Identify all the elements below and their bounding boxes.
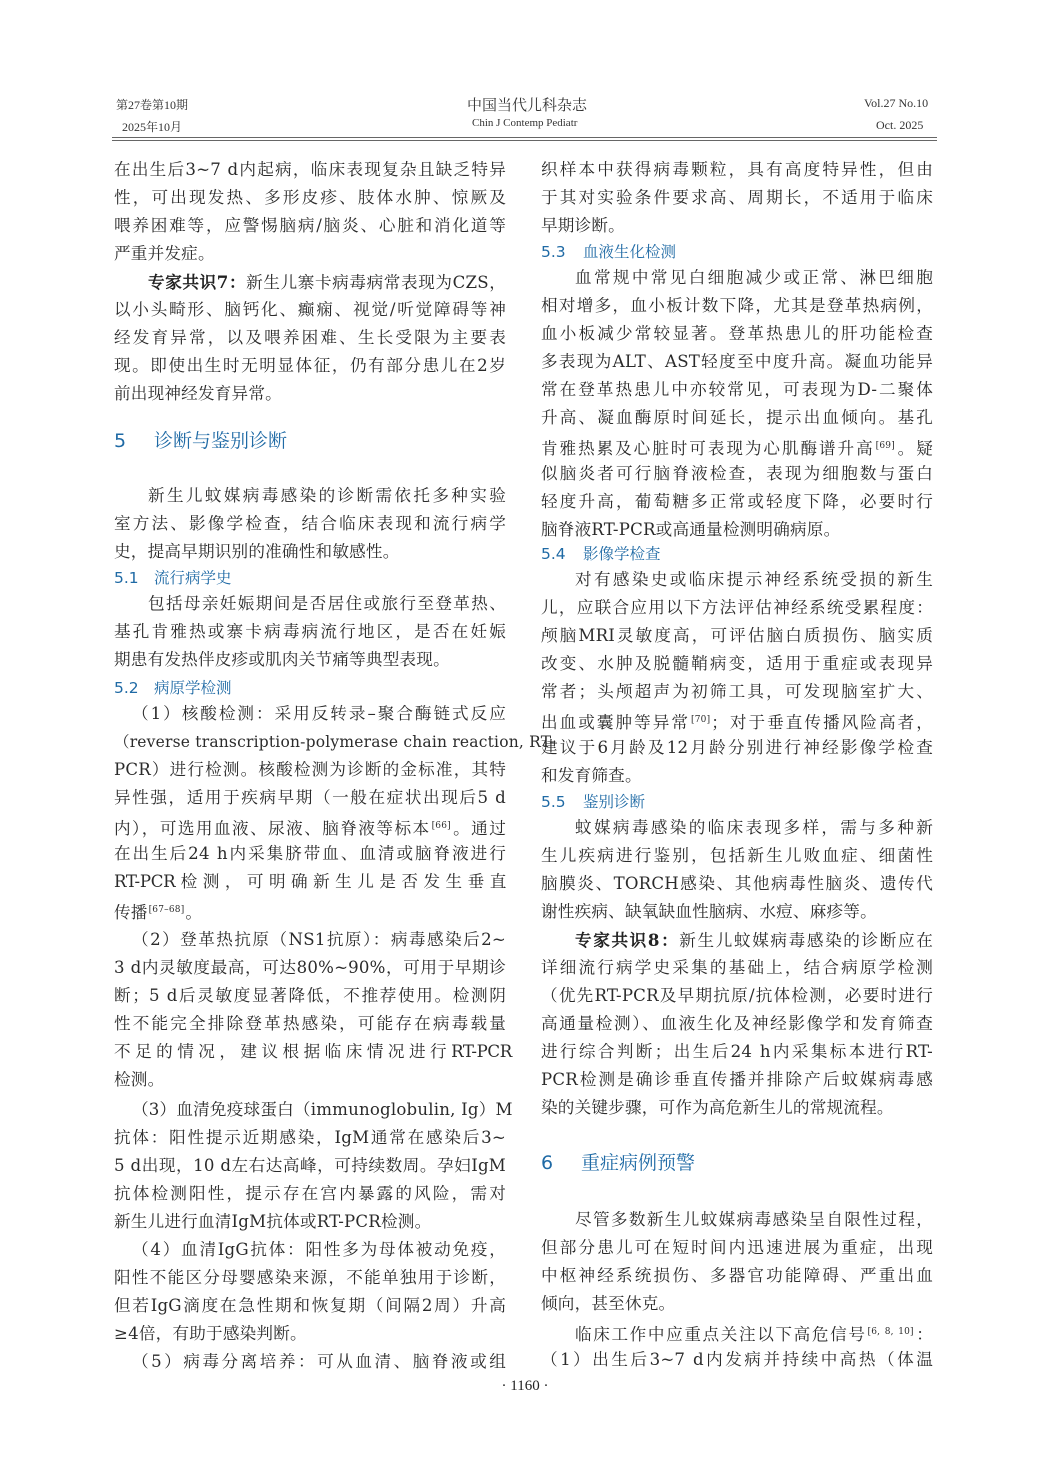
page-number: · 1160 · bbox=[501, 1378, 549, 1394]
text-line: 脑膜炎、TORCH感染、其他病毒性脑炎、遗传代 bbox=[541, 874, 933, 893]
text-line: 中枢神经系统损伤、多器官功能障碍、严重出血 bbox=[541, 1266, 933, 1285]
text-line: 基孔肯雅热或寨卡病毒病流行地区，是否在妊娠 bbox=[114, 622, 506, 641]
consensus-label: 专家共识8： bbox=[575, 930, 680, 950]
text-line: 常者；头颅超声为初筛工具，可发现脑室扩大、 bbox=[541, 682, 933, 701]
text-line: 儿，应联合应用以下方法评估神经系统受累程度： bbox=[541, 598, 933, 617]
text-line-with-citation bbox=[541, 1320, 933, 1344]
text-line: 新生儿蚊媒病毒感染的诊断需依托多种实验 bbox=[148, 486, 506, 505]
text-line: 颅脑MRI灵敏度高，可评估脑白质损伤、脑实质 bbox=[541, 626, 933, 645]
citation-70[interactable]: [70] bbox=[691, 715, 711, 725]
expert-consensus-7 bbox=[114, 270, 506, 294]
text-line: （1）核酸检测：采用反转录–聚合酶链式反应 bbox=[132, 704, 506, 723]
text-line: 详细流行病学史采集的基础上，结合病原学检测 bbox=[541, 958, 933, 977]
text-line-with-citation bbox=[541, 708, 933, 732]
text-line: 蚊媒病毒感染的临床表现多样，需与多种新 bbox=[575, 818, 933, 837]
text-line: 断；5 d后灵敏度显著降低，不推荐使用。检测阴 bbox=[114, 986, 506, 1005]
text-line-with-citation bbox=[114, 814, 506, 838]
text-line: 喂养困难等，应警惕脑病/脑炎、心脏和消化道等 bbox=[114, 216, 506, 235]
text-line: （5）病毒分离培养：可从血清、脑脊液或组 bbox=[132, 1352, 506, 1371]
text-line: 于其对实验条件要求高、周期长，不适用于临床 bbox=[541, 188, 933, 207]
text-line: 生儿疾病进行鉴别，包括新生儿败血症、细菌性 bbox=[541, 846, 933, 865]
text-line: 室方法、影像学检查，结合临床表现和流行病学 bbox=[114, 514, 506, 533]
text-line: 相对增多，血小板计数下降，尤其是登革热病例， bbox=[541, 296, 933, 315]
text-line: （reverse transcription-polymerase chain reaction, RT- bbox=[114, 733, 555, 751]
text-line: 和发育筛查。 bbox=[541, 766, 642, 785]
section-number: 5.3 bbox=[541, 243, 566, 261]
text-line: （1）出生后3~7 d内发病并持续中高热（体温 bbox=[541, 1350, 933, 1369]
text-line: 染的关键步骤，可作为高危新生儿的常规流程。 bbox=[541, 1098, 894, 1117]
text-line: PCR检测是确诊垂直传播并排除产后蚊媒病毒感 bbox=[541, 1070, 933, 1089]
text-line: 5 d出现，10 d左右达高峰，可持续数周。孕妇IgM bbox=[114, 1156, 506, 1175]
section-5-2-heading bbox=[114, 676, 232, 700]
text-line: 现。即使出生时无明显体征，仍有部分患儿在2岁 bbox=[114, 356, 506, 375]
text-line-with-citation bbox=[114, 898, 506, 922]
text-line: 前出现神经发育异常。 bbox=[114, 384, 282, 403]
section-6-heading bbox=[541, 1150, 695, 1176]
section-title: 病原学检测 bbox=[154, 679, 232, 697]
header-date-en: Oct. 2025 bbox=[876, 118, 924, 132]
text-line: 似脑炎者可行脑脊液检查，表现为细胞数与蛋白 bbox=[541, 464, 933, 483]
section-5-1-heading bbox=[114, 566, 232, 590]
text-line: 对有感染史或临床提示神经系统受损的新生 bbox=[575, 570, 933, 589]
text-line: 高通量检测）、血液生化及神经影像学和发育筛查 bbox=[541, 1014, 933, 1033]
text-line: ≥4倍，有助于感染判断。 bbox=[114, 1324, 307, 1343]
text-line: 建议于6月龄及12月龄分别进行神经影像学检查 bbox=[541, 738, 933, 757]
text-span: 内），可选用血液、尿液、脑脊液等标本 bbox=[114, 819, 431, 838]
section-title: 诊断与鉴别诊断 bbox=[154, 430, 288, 452]
section-title: 影像学检查 bbox=[583, 545, 661, 563]
text-line: 抗体：阳性提示近期感染，IgM通常在感染后3~ bbox=[114, 1128, 506, 1147]
section-number: 5.1 bbox=[114, 569, 139, 587]
section-title: 重症病例预警 bbox=[581, 1152, 696, 1174]
section-5-5-heading bbox=[541, 790, 645, 814]
citation-69[interactable]: [69] bbox=[875, 441, 895, 451]
section-5-heading bbox=[114, 428, 287, 454]
header-date-cn: 2025年10月 bbox=[122, 120, 183, 134]
text-span: 出血或囊肿等异常 bbox=[541, 713, 691, 732]
header-rule-bottom bbox=[112, 140, 937, 141]
text-line: 检测。 bbox=[114, 1070, 165, 1089]
text-span: 传播 bbox=[114, 903, 148, 922]
section-title: 流行病学史 bbox=[154, 569, 232, 587]
text-line: 经发育异常，以及喂养困难、生长受限为主要表 bbox=[114, 328, 506, 347]
text-line: 3 d内灵敏度最高，可达80%~90%，可用于早期诊 bbox=[114, 958, 506, 977]
text-line: RT-PCR 检 测 ， 可 明 确 新 生 儿 是 否 发 生 垂 直 bbox=[114, 872, 506, 891]
consensus-text: 新生儿寨卡病毒病常表现为CZS， bbox=[246, 273, 506, 292]
header-volume-en: Vol.27 No.10 bbox=[864, 96, 929, 110]
text-line: 进行综合判断；出生后24 h内采集标本进行RT- bbox=[541, 1042, 933, 1061]
consensus-label: 专家共识7： bbox=[148, 272, 247, 292]
text-line: 新生儿进行血清IgM抗体或RT-PCR检测。 bbox=[114, 1212, 432, 1231]
text-line: 谢性疾病、缺氧缺血性脑病、水痘、麻疹等。 bbox=[541, 902, 877, 921]
text-line: 织样本中获得病毒颗粒，具有高度特异性，但由 bbox=[541, 160, 933, 179]
section-number: 5.5 bbox=[541, 793, 566, 811]
text-line: 常在登革热患儿中亦较常见，可表现为D-二聚体 bbox=[541, 380, 933, 399]
text-line: PCR）进行检测。核酸检测为诊断的金标准，其特 bbox=[114, 760, 506, 779]
section-number: 5 bbox=[114, 430, 127, 452]
section-number: 5.4 bbox=[541, 545, 566, 563]
text-line: 尽管多数新生儿蚊媒病毒感染呈自限性过程， bbox=[575, 1210, 933, 1229]
text-span: ： bbox=[914, 1325, 934, 1344]
citation-66[interactable]: [66] bbox=[431, 821, 451, 831]
consensus-text: 新生儿蚊媒病毒感染的诊断应在 bbox=[679, 931, 933, 950]
text-line: 改变、水肿及脱髓鞘病变，适用于重症或表现异 bbox=[541, 654, 933, 673]
text-line: 严重并发症。 bbox=[114, 244, 215, 263]
section-5-3-heading bbox=[541, 240, 676, 264]
text-line-with-citation bbox=[541, 434, 933, 458]
citation-6-8-10[interactable]: [6, 8, 10] bbox=[867, 1327, 914, 1337]
text-line: 抗体检测阳性，提示存在宫内暴露的风险，需对 bbox=[114, 1184, 506, 1203]
text-line: 血常规中常见白细胞减少或正常、淋巴细胞 bbox=[575, 268, 933, 287]
section-number: 5.2 bbox=[114, 679, 139, 697]
text-line: 包括母亲妊娠期间是否居住或旅行至登革热、 bbox=[148, 594, 506, 613]
section-title: 血液生化检测 bbox=[583, 243, 677, 261]
journal-title-cn: 中国当代儿科杂志 bbox=[467, 98, 588, 114]
section-number: 6 bbox=[541, 1152, 554, 1174]
text-line: 不 足 的 情 况 ， 建 议 根 据 临 床 情 况 进 行 RT-PCR bbox=[114, 1042, 512, 1061]
text-line: 血小板减少常较显著。登革热患儿的肝功能检查 bbox=[541, 324, 933, 343]
text-line: 脑脊液RT-PCR或高通量检测明确病原。 bbox=[541, 520, 841, 539]
text-line: 以小头畸形、脑钙化、癫痫、视觉/听觉障碍等神 bbox=[114, 300, 506, 319]
text-line: 在出生后3~7 d内起病，临床表现复杂且缺乏特异 bbox=[114, 160, 506, 179]
text-span: 临床工作中应重点关注以下高危信号 bbox=[575, 1325, 867, 1344]
text-line: 期患有发热伴皮疹或肌肉关节痛等典型表现。 bbox=[114, 650, 450, 669]
text-line: （3）血清免疫球蛋白（immunoglobulin, Ig）M bbox=[132, 1100, 513, 1119]
text-line: （4）血清IgG抗体：阳性多为母体被动免疫， bbox=[132, 1240, 506, 1259]
text-line: （优先RT-PCR及早期抗原/抗体检测，必要时进行 bbox=[541, 986, 933, 1005]
text-line: 阳性不能区分母婴感染来源，不能单独用于诊断， bbox=[114, 1268, 506, 1287]
text-span: 。疑 bbox=[895, 439, 933, 458]
text-span: 。通过 bbox=[451, 819, 506, 838]
text-span: ；对于垂直传播风险高者， bbox=[711, 713, 933, 732]
text-line: 倾向，甚至休克。 bbox=[541, 1294, 676, 1313]
text-line: 多表现为ALT、AST轻度至中度升高。凝血功能异 bbox=[541, 352, 933, 371]
citation-67-68[interactable]: [67–68] bbox=[148, 905, 185, 915]
text-span: 肯雅热累及心脏时可表现为心肌酶谱升高 bbox=[541, 439, 875, 458]
text-line: 在出生后24 h内采集脐带血、血清或脑脊液进行 bbox=[114, 844, 506, 863]
text-line: 但若IgG滴度在急性期和恢复期（间隔2周）升高 bbox=[114, 1296, 506, 1315]
text-line: 升高、凝血酶原时间延长，提示出血倾向。基孔 bbox=[541, 408, 933, 427]
section-5-4-heading bbox=[541, 542, 661, 566]
text-line: 性不能完全排除登革热感染，可能存在病毒载量 bbox=[114, 1014, 506, 1033]
header-volume-issue: 第27卷第10期 bbox=[116, 98, 189, 112]
text-line: 轻度升高，葡萄糖多正常或轻度下降，必要时行 bbox=[541, 492, 933, 511]
text-line: 异性强，适用于疾病早期（一般在症状出现后5 d bbox=[114, 788, 506, 807]
header-rule-top bbox=[112, 137, 937, 138]
text-line: 史，提高早期识别的准确性和敏感性。 bbox=[114, 542, 400, 561]
text-line: （2）登革热抗原（NS1抗原）：病毒感染后2~ bbox=[132, 930, 506, 949]
text-line: 性，可出现发热、多形皮疹、肢体水肿、惊厥及 bbox=[114, 188, 506, 207]
text-span: 。 bbox=[185, 903, 203, 922]
expert-consensus-8 bbox=[541, 928, 933, 952]
text-line: 但部分患儿可在短时间内迅速进展为重症，出现 bbox=[541, 1238, 933, 1257]
journal-title-en: Chin J Contemp Pediatr bbox=[472, 117, 578, 129]
section-title: 鉴别诊断 bbox=[583, 793, 646, 811]
text-line: 早期诊断。 bbox=[541, 216, 625, 235]
